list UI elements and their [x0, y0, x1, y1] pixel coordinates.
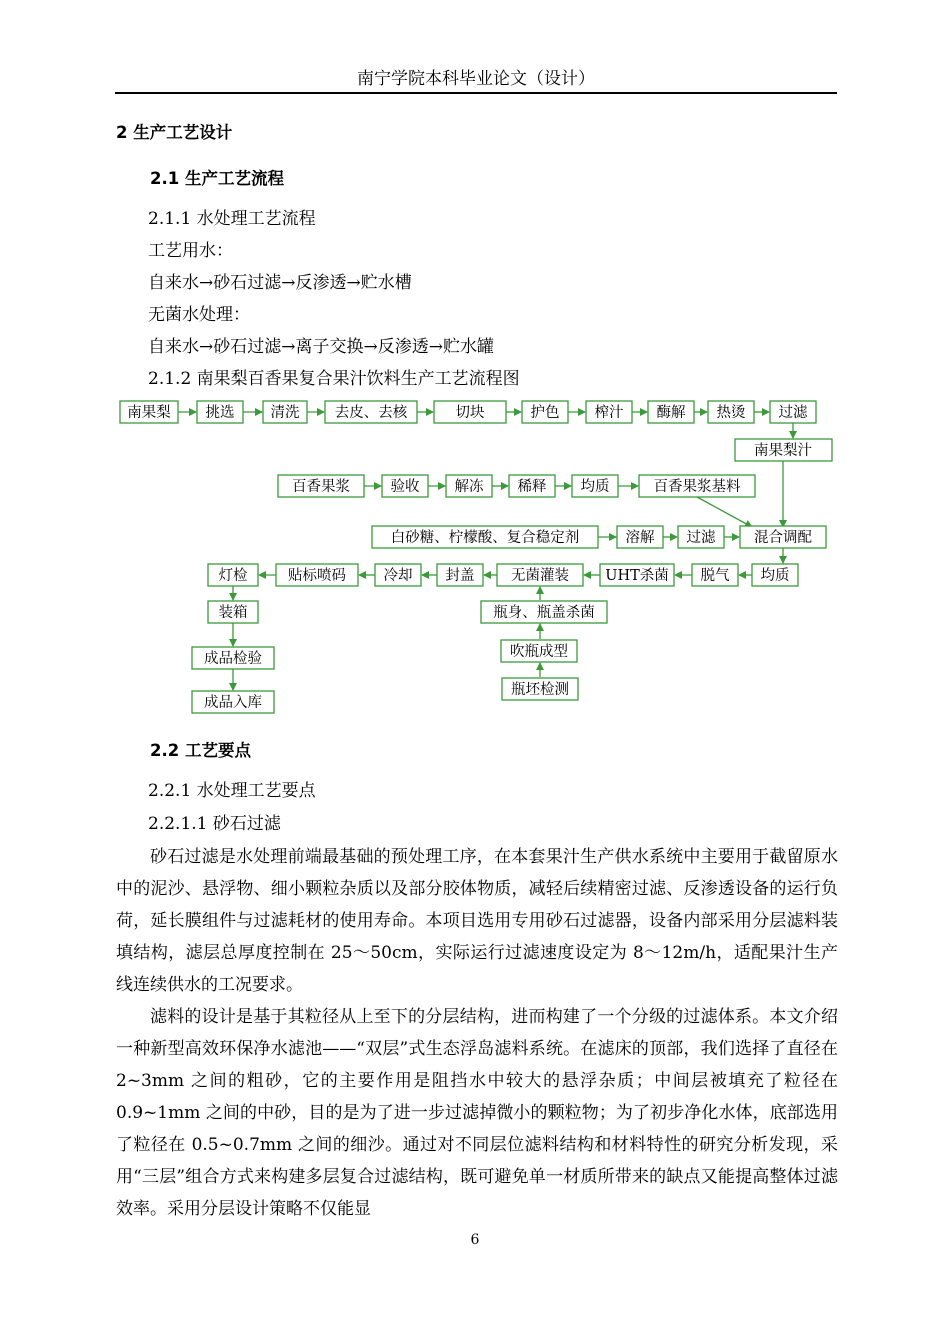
subsection-title-keypoints: 2.2 工艺要点	[150, 741, 251, 760]
process-water-flow: 自来水→砂石过滤→反渗透→贮水槽	[148, 273, 412, 293]
sterile-water-flow: 自来水→砂石过滤→离子交换→反渗透→贮水罐	[148, 337, 494, 357]
section-title: 2 生产工艺设计	[116, 123, 233, 142]
page-number: 6	[470, 1232, 480, 1248]
node-dilute-label: 稀释	[517, 479, 547, 495]
node-blanch-label: 热烫	[716, 405, 746, 421]
subsection-title-process: 2.1 生产工艺流程	[150, 169, 284, 188]
node-light-inspect-label: 灯检	[218, 568, 248, 584]
node-additives-label: 白砂糖、柠檬酸、复合稳定剂	[390, 530, 580, 546]
water-keypoints-heading: 2.2.1 水处理工艺要点	[148, 781, 316, 801]
node-filter-1-label: 过滤	[778, 405, 808, 421]
node-filter-2-label: 过滤	[686, 530, 716, 546]
node-bottle-sterilize-label: 瓶身、瓶盖杀菌	[493, 605, 595, 621]
page-header: 南宁学院本科毕业论文（设计）	[115, 66, 837, 94]
node-pack-label: 装箱	[218, 605, 248, 621]
production-flowchart	[0, 390, 950, 720]
node-juice-press-label: 榨汁	[594, 405, 624, 421]
node-cut-label: 切块	[455, 405, 485, 421]
node-pear-juice-label: 南果梨汁	[754, 443, 812, 459]
node-nanguo-pear-label: 南果梨	[127, 405, 171, 421]
node-label-code-label: 贴标喷码	[288, 568, 346, 584]
node-inspect-accept-label: 验收	[390, 479, 420, 495]
node-select-label: 挑选	[205, 405, 235, 421]
node-warehouse-label: 成品入库	[204, 695, 262, 711]
node-color-protect-label: 护色	[530, 405, 560, 421]
sterile-water-label: 无菌水处理：	[148, 305, 250, 325]
node-passion-pulp-label: 百香果浆	[292, 479, 350, 495]
body-text	[116, 841, 838, 1225]
sand-filter-heading: 2.2.1.1 砂石过滤	[148, 814, 281, 834]
node-blend-label: 混合调配	[754, 530, 812, 546]
node-peel-core-label: 去皮、去核	[334, 405, 408, 421]
node-enzyme-label: 酶解	[656, 405, 686, 421]
paragraph-filter-media: 滤料的设计是基于其粒径从上至下的分层结构，进而构建了一个分级的过滤体系。本文介绍一种新型高效环保净水滤池——“双层”式生态浮岛滤料系统。在滤床的顶部，我们选择了直径在 2~3mm 之间的粗砂，它的主要作用是阻挡水中较大的悬浮杂质；中间层被填充了粒径在 0.9~1mm 之间的中砂，目的是为了进一步过滤掉微小的颗粒物；为了初步净化水体，底部选用了粒径在 0.5~0.7mm 之间的细沙。通过对不同层位滤料结构和材料特性的研究分析发现，采用“三层”组合方式来构建多层复合过滤结构，既可避免单一材质所带来的缺点又能提高整体过滤效率。采用分层设计策略不仅能显	[116, 1007, 838, 1219]
node-uht-label: UHT杀菌	[605, 568, 669, 584]
node-aseptic-fill-label: 无菌灌装	[511, 568, 569, 584]
flowchart-heading: 2.1.2 南果梨百香果复合果汁饮料生产工艺流程图	[148, 369, 520, 389]
node-blow-mold-label: 吹瓶成型	[510, 644, 568, 660]
node-dissolve-label: 溶解	[625, 530, 655, 546]
node-cool-label: 冷却	[383, 568, 413, 584]
node-degas-label: 脱气	[700, 568, 730, 584]
node-thaw-label: 解冻	[454, 479, 484, 495]
node-product-test-label: 成品检验	[204, 651, 262, 667]
node-preform-test-label: 瓶坯检测	[511, 682, 569, 698]
node-wash-label: 清洗	[270, 405, 300, 421]
node-homogenize-1-label: 均质	[580, 479, 610, 495]
process-water-label: 工艺用水：	[148, 241, 233, 261]
node-homogenize-2-label: 均质	[760, 568, 790, 584]
node-cap-label: 封盖	[445, 568, 475, 584]
paragraph-sand-filter: 砂石过滤是水处理前端最基础的预处理工序，在本套果汁生产供水系统中主要用于截留原水中的泥沙、悬浮物、细小颗粒杂质以及部分胶体物质，减轻后续精密过滤、反渗透设备的运行负荷，延长膜组件与过滤耗材的使用寿命。本项目选用专用砂石过滤器，设备内部采用分层滤料装填结构，滤层总厚度控制在 25～50cm，实际运行过滤速度设定为 8～12m/h，适配果汁生产线连续供水的工况要求。	[116, 847, 838, 995]
water-process-heading: 2.1.1 水处理工艺流程	[148, 209, 316, 229]
node-passion-base-label: 百香果浆基料	[653, 479, 741, 495]
